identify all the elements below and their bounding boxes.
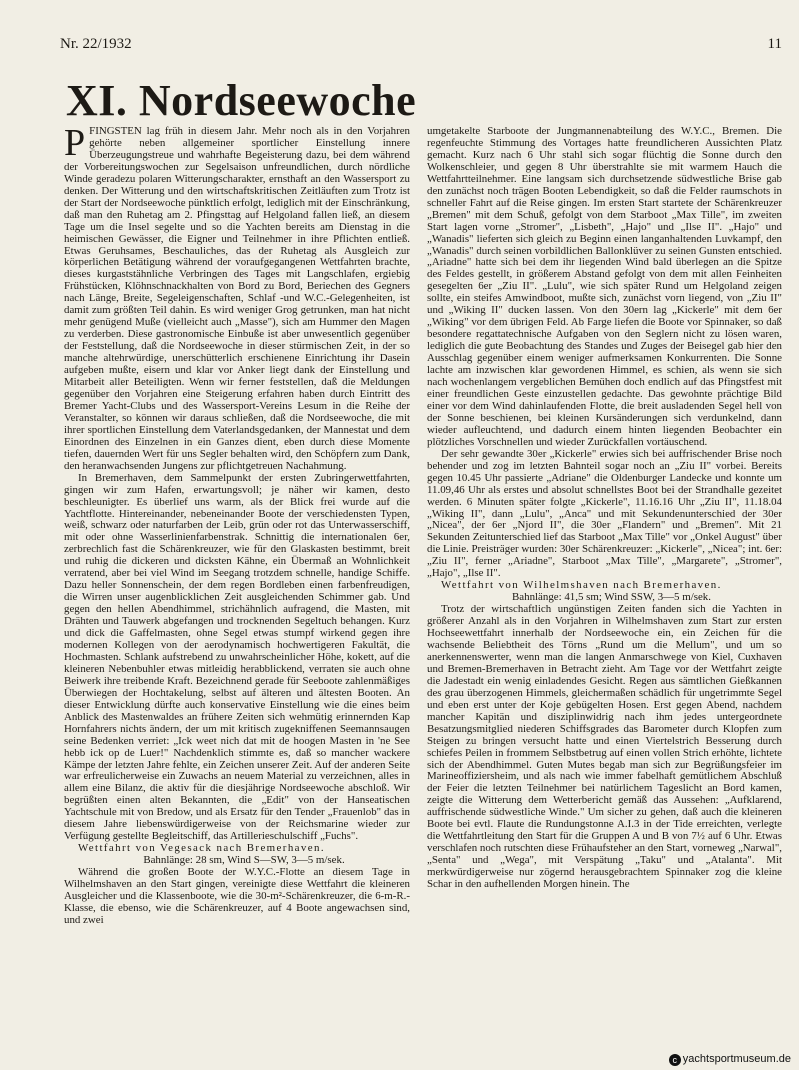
- credit-text: yachtsportmuseum.de: [682, 1053, 791, 1065]
- section-heading: Wettfahrt von Wilhelmshaven nach Bremerhaven.: [441, 579, 722, 592]
- page-header: [60, 36, 782, 58]
- article-title: XI. Nordseewoche: [66, 76, 417, 125]
- issue-number: Nr. 22/1932: [60, 36, 132, 52]
- body-paragraph: Der sehr gewandte 30er „Kickerle" erwies sich bei auffrischender Brise noch behender und zog im letzten Bahnteil sogar noch an „Ziu II" vorbei. Bereits gegen 10.45 Uhr passierte „Adriane" die Oldenburger Landecke und konnte um 11.09,46 Uhr als erstes und absolut schnellstes Boot bei der Strandhalle gezeitet werden. 6 Minuten später folgte „Kickerle", 11.16.16 Uhr „Ziu II", 11.18.04 „Wiking II", dann „Lulu", „Anca" und mit Sekundenunterschied der 30er „Nicea", der 6er „Njord II", die 30er „Flandern" und „Bremen". Mit 21 Sekunden Zeitunterschied lief das Starboot „Max Tille" vor „Onkel August" über die Linie. Preisträger wurden: 30er Schärenkreuzer: „Kickerle", „Nicea"; int. 6er: „Ziu II", ferner „Ariadne", Starboot „Max Tille", „Margarete", „Stromer", „Hajo", „Ilse II".: [427, 447, 782, 580]
- body-paragraph: In Bremerhaven, dem Sammelpunkt der ersten Zubringerwettfahrten, gingen wir zum Hafen, erwartungsvoll; je näher wir kamen, desto beschleunigter. Es überlief uns warm, als der Blick frei wurde auf die Yachtflotte. Hintereinander, nebeneinander Boote der verschiedensten Typen, weiß, schwarz oder naturfarben der Leib, grün oder rot das Unterwasserschiff, mit oder ohne Wasserlinienfarbenstrak. Schnittig die internationalen 6er, zerbrechlich fast die Schärenkreuzer, wie für den Glaskasten bestimmt, breit und ruhig die dickeren und dicksten Kähne, ein Übermaß an Wohnlichkeit verratend, aber bei viel Wind im Seegang trotzdem schnelle, handige Schiffe. Dazu heller Sonnenschein, der dem regen Bordleben einen farbenfreudigen, die Wirren unser augenblicklichen Zeit ausgleichenden Schimmer gab. Und gegen den hellen Abendhimmel, strichähnlich aufragend, die Masten, mit Drähten und Tauwerk abgefangen und trocknenden Segeltuch behangen. Kurz und dick die Gaffelmasten, ohne Segel etwas stumpf wirkend gegen ihre modernen Kollegen von der aerodynamisch hochwertigeren Fakultät, die Hochmasten. Schlank aufstrebend zu unwahrscheinlicher Höhe, kokett, auf die kleineren Nebenbuhler etwas mitleidig herabblickend, verraten sie auch ohne Beiwerk ihre treibende Kraft. Bezeichnend gerade für Seeboote zahlenmäßiges Überwiegen der Hochtakelung, selbst auf älteren und ältesten Booten. An dieser Entwicklung dürfte auch konservative Einstellung wie die eines beim Anblick des Mastenwaldes an frühere Zeiten sich wehmütig erinnernden Kap Hornfahrers nichts ändern, der um mit kritisch zugekniffenen Seemannsaugen seine Bedenken verriet: „Ick weet nich dat mit de hoogen Masten in 'ne See hebb ick op de Luer!" Nachdenklich stimmte es, daß so mancher wackere Kämpe der letzten Jahre fehlte, ein Zeichen unserer Zeit. Auf der anderen Seite war erfreulicherweise ein Zuwachs an neuem Material zu verzeichnen, alles in allem eine Bilanz, die aktiv für die diesjährige Nordseewoche abschloß. Wir begrüßten einen alten Bekannten, die „Edit" von der Hanseatischen Yachtschule mit von Bredow, und als Ersatz für den Tender „Frauenlob" das in diesem Jahre liebenswürdigerweise von der Reichsmarine wieder zur Verfügung gestellte Begleitschiff, das Artillerieschulschiff „Fuchs".: [64, 471, 410, 843]
- drop-cap: P: [64, 122, 86, 164]
- intro-text: FINGSTEN lag früh in diesem Jahr. Mehr noch als in den Vorjahren gehörte neben allgemeiner sportlicher Einstellung innere Überzeugungstreue und wahrhafte Begeisterung dazu, bei dem während der Vorbereitungswochen zur Segelsaison unfreundlichen, durch nördliche Winde geradezu polaren Witterungscharakter, ernsthaft an den Wassersport zu denken. Der Witterung und den wirtschaftskritischen Zeitläuften zum Trotz ist der Start der Nordseewoche pünktlich erfolgt, lediglich mit der Einschränkung, daß man den Ruhetag am 2. Pfingsttag auf Helgoland fallen ließ, an diesem Tage um die Insel segelte und so die Yachten bereits am Dienstag in die heimischen Gewässer, die Eigner und Teilnehmer in ihre Pflichten entließ. Etwas Geruhsames, Beschauliches, das der Ruhetag als Ausgleich zur körperlichen Betätigung während der voraufgegangenen Wettfahrten brachte, dieses kurgaststähnliche Verbringen des Tages mit Langschlafen, ergiebig Frühstücken, Klöhnschnackhalten von Bord zu Bord, Beriechen des Gegners nach Länge, Breite, Segeleigenschaften, Schlaf -und W.C.-Gelegenheiten, ist damit zum größten Teil dahin. Es wird weniger Grog getrunken, man hat nicht mehr genügend Muße (vielleicht auch „Masse"), sich am Hummer den Magen zu verderben. Diese gastronomische Einbuße ist aber unwesentlich gegenüber der Feststellung, daß die Nordseewoche in dieser stürmischen Zeit, in der so manche altehrwürdige, unerschütterlich erschienene Einrichtung ihr Dasein aufgeben mußte, eisern und klar vor Anker liegt dank der Einstellung und Mitarbeit aller Beteiligten. Wenn wir ferner feststellen, daß die Meldungen gegenüber den Vorjahren eine Steigerung erfahren haben durch Eintritt des Bremer Yacht-Clubs und des Wassersport-Vereins Lesum in die Reihe der Veranstalter, so können wir daraus schließen, daß die Nordseewoche, die mit ihrer sportlichen Einstellung dem Vaterlandsgedanken, der Mannestat und dem Einordnen des Einzelnen in ein Ganzes dient, eben durch diese Momente tiefen, dauernden Wert für uns Segler behalten wird, den Schöpfern zum Dank, den heranwachsenden Jungens zur pflichtgetreuen Nachahmung.: [64, 125, 410, 472]
- race-meta: Bahnlänge: 41,5 sm; Wind SSW, 3—5 m/sek.: [512, 591, 711, 604]
- right-column: [427, 126, 782, 891]
- section-heading: Wettfahrt von Vegesack nach Bremerhaven.: [78, 842, 325, 855]
- intro-paragraph: [64, 122, 410, 473]
- copyright-icon: c: [669, 1054, 681, 1066]
- left-column: [64, 122, 410, 927]
- body-paragraph: umgetakelte Starboote der Jungmannenabteilung des W.Y.C., Bremen. Die regenfeuchte Stimmung des Vortages hatte freundlicheren Aussichten Platz gemacht. Kurz nach 6 Uhr stahl sich sogar flüchtig die Sonne durch den Wolkenschleier, und gegen 8 Uhr überstrahlte sie mit warmem Hauch die Wettfahrtteilnehmer. Eine langsam sich durchsetzende südwestliche Brise gab den zunächst noch trägen Booten Lebendigkeit, so daß die Felder raumschots in schneller Fahrt auf die Reise gingen. Im ersten Start startete der Schärenkreuzer „Bremen" mit dem Schuß, gefolgt von dem Starboot „Max Tille", im zweiten Start lagen vorne „Stromer", „Lisbeth", „Hajo" und „Ilse II". „Hajo" und „Wanadis" lieferten sich gleich zu Beginn einen langanhaltenden Luvkampf, den „Wanadis" durch seinen vorbildlichen Ballonklüver zu seinen Gunsten entschied. „Ariadne" hatte sich bei dem ihr liegenden Wind bald überlegen an die Spitze des Feldes gestellt, in größerem Abstand gefolgt von dem mit allen Feinheiten gesegelten 6er „Ziu II". „Lulu", wie sich später Rund um Helgoland zeigen sollte, ein steifes Amwindboot, mußte sich, zunächst vorn liegend, von „Ziu II" und „Wiking II" ducken lassen. Von den 30ern lag „Kickerle" mit dem 6er „Wiking" vor dem übrigen Feld. Ab Farge liefen die Boote vor Spinnaker, so daß besondere regattatechnische Aufgaben von den Seglern nicht zu lösen waren, lediglich die gute Beobachtung des Standes und Zuges der Beisegel gab hier den Ausschlag gegenüber einem weniger aufmerksamen Konkurrenten. Die Sonne lachte am inzwischen klar gewordenen Himmel, es schien, als wenn sie sich nach wochenlangem vergeblichen Bemühen doch endlich auf das Pfingstfest mit einer freundlichen Geste einzustellen gedachte. Das gewohnte prächtige Bild einer vor dem Wind dahinlaufenden Flotte, die breit ausladenden Segel hell von der Sonne beschienen, bei kleinen Kursänderungen sich verdunkelnd, dann wieder aufleuchtend, und dadurch einem hinten liegenden Beobachter ein plötzliches Vorschnellen und wieder Zurückfallen vortäuschend.: [427, 125, 782, 448]
- race-meta: Bahnlänge: 28 sm, Wind S—SW, 3—5 m/sek.: [143, 854, 345, 867]
- page-number: 11: [767, 36, 782, 52]
- source-credit: [669, 1053, 791, 1066]
- body-paragraph: Während die großen Boote der W.Y.C.-Flotte an diesem Tage in Wilhelmshaven an den Start gingen, vereinigte diese Wettfahrt die kleineren Ausgleicher und die Klassenboote, wie die 30-m²-Schärenkreuzer, die 6-m-R.-Klasse, die ebenso, wie die Schärenkreuzer, auf 4 Boote angewachsen sind, und zwei: [64, 866, 410, 926]
- body-paragraph: Trotz der wirtschaftlich ungünstigen Zeiten fanden sich die Yachten in größerer Anzahl als in den Vorjahren in Wilhelmshaven zum Start zur ersten Hochseewettfahrt innerhalb der Nordseewoche ein, ein Zeichen für die wachsende Beliebtheit des Törns „Rund um die Mellum", und um so anerkennenswerter, wenn man die langen Anmarschwege von Kiel, Cuxhaven und Bremen-Bremerhaven in Betracht zieht. Am Tage vor der Wettfahrt zeigte die Jadestadt ein wenig einladendes Gesicht. Regen aus sämtlichen Gießkannen des grau überzogenen Himmels, gleichermaßen schädlich für ungetrimmte Segel und eben erst unter der Koje gebügelten Hosen. Erst gegen Abend, nachdem mancher Kapitän und disziplinwidrig nach ihm jedes untergeordnete Besatzungsmitglied niederen Schiffsgrades das Barometer durch Klopfen zum Steigen zu bringen versucht hatte und einen Viertelstrich Besserung durch schiefes Peilen in frommem Selbstbetrug auf einen vollen Strich erhöhte, lichtete sich der Abendhimmel. Guten Mutes begab man sich zur Begrüßungsfeier im Marineoffiziersheim, und als nach wie immer fabelhaft gemütlichem Abschluß der Feier die letzten Teilnehmer bei natürlichem Tageslicht an Bord kamen, zeigte die Witterung dem Wetterbericht gemäß das Aussehen: „Aufklarend, auffrischende südwestliche Winde." Um sicher zu gehen, daß auch die kleineren Boote bei evtl. Flaute die Rundungstonne A.I.3 in der Tide erreichten, verlegte die Wettfahrtleitung den Start für die Gruppen A und B von 7½ auf 6 Uhr. Etwas verschlafen noch rutschten diese Frühaufsteher an den Start, vorneweg „Narwal", „Senta" und „Wega", mit Verspätung „Taku" und „Atalanta". Mit merkwürdigerweise nur zögernd herausgebrachtem Spinnaker zog die kleine Schar in den aufhellenden Morgen hinein. The: [427, 603, 782, 891]
